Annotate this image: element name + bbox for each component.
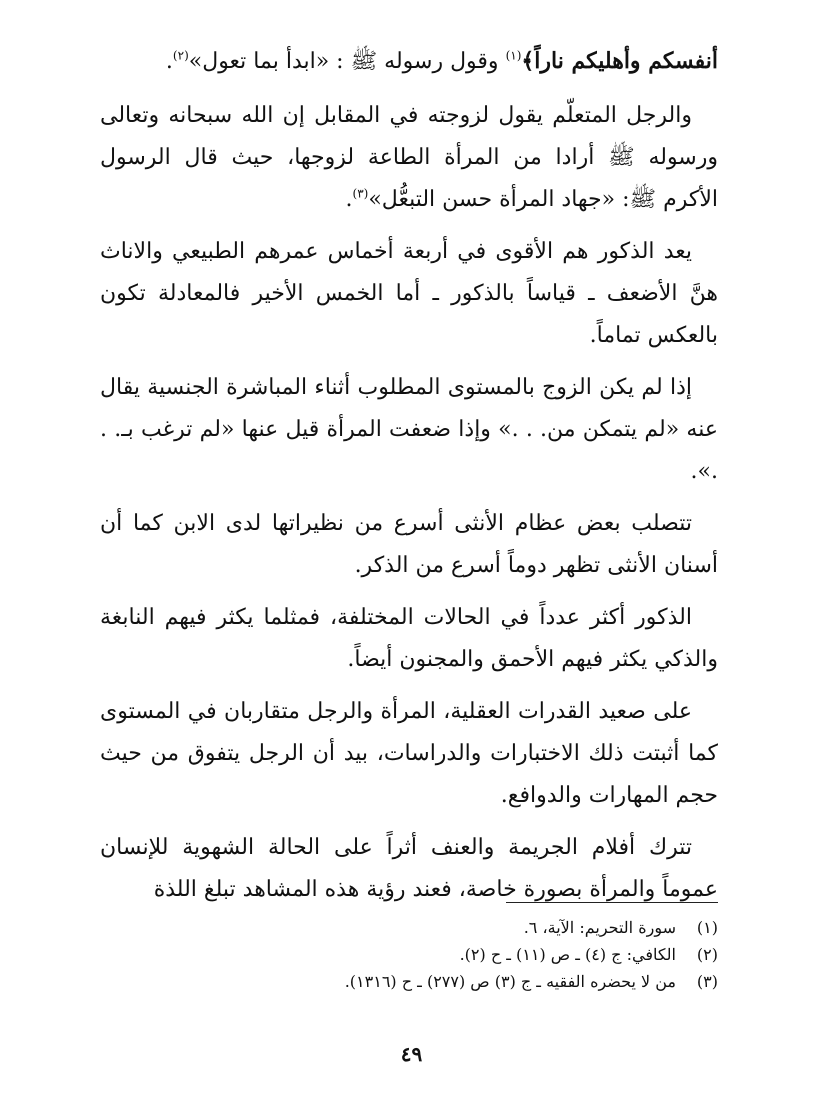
paragraph-2: يعد الذكور هم الأقوى في أربعة أخماس عمرهم الطبيعي والاناث هنَّ الأضعف ـ قياساً بالذكور ـ أما الخمس الأخير فالمعادلة تكون بالعكس تماماً. — [100, 239, 718, 348]
footnote-2: (٢)الكافي: ج (٤) ـ ص (١١) ـ ح (٢). — [459, 945, 718, 964]
footnote-ref-3: (٣) — [352, 186, 369, 201]
footnote-3: (٣)من لا يحضره الفقيه ـ ج (٣) ص (٢٧٧) ـ ح (١٣١٦). — [344, 972, 718, 991]
footnote-ref-2: (٢) — [172, 48, 189, 63]
paragraph-3: إذا لم يكن الزوج بالمستوى المطلوب أثناء المباشرة الجنسية يقال عنه «لم يتمكن من. . .» وإذا ضعفت المرأة قيل عنها «لم ترغب بـ. . .». — [100, 375, 718, 484]
paragraph-text: والرجل المتعلّم يقول لزوجته في المقابل إن الله سبحانه وتعالى ورسوله ﷺ أرادا من المرأة الطاعة لزوجها، حيث قال الرسول الأكرم ﷺ: «جهاد المرأة حسن التبعُّل» — [100, 103, 718, 212]
quran-quote: أنفسكم وأهليكم ناراً﴾ — [521, 48, 718, 74]
paragraph-7: تترك أفلام الجريمة والعنف أثراً على الحالة الشهوية للإنسان عموماً والمرأة بصورة خاصة، فعند رؤية هذه المشاهد تبلغ اللذة — [100, 835, 718, 902]
paragraph-5: الذكور أكثر عدداً في الحالات المختلفة، فمثلما يكثر فيهم النابغة والذكي يكثر فيهم الأحمق والمجنون أيضاً. — [100, 605, 718, 672]
page-number: ٤٩ — [400, 1042, 423, 1066]
paragraph-continuation: أنفسكم وأهليكم ناراً﴾$^{(١)}$ وقول رسوله ﷺ : «ابدأ بما تعول»$^{(٢)}$. — [165, 48, 718, 74]
paragraph-text: وقول رسوله ﷺ : «ابدأ بما تعول» — [188, 49, 506, 74]
footnotes — [100, 914, 718, 995]
footnote-divider — [506, 902, 718, 903]
footnote-ref-1: (١) — [505, 48, 522, 63]
footnote-1: (١)سورة التحريم: الآية، ٦. — [523, 918, 718, 937]
page-body — [100, 40, 718, 921]
paragraph-6: على صعيد القدرات العقلية، المرأة والرجل متقاربان في المستوى كما أثبتت ذلك الاختبارات والدراسات، بيد أن الرجل يتفوق من حيث حجم المهارات والدوافع. — [100, 699, 718, 808]
paragraph-4: تتصلب بعض عظام الأنثى أسرع من نظيراتها لدى الابن كما أن أسنان الأنثى تظهر دوماً أسرع من الذكر. — [100, 511, 718, 578]
paragraph-1: والرجل المتعلّم يقول لزوجته في المقابل إن الله سبحانه وتعالى ورسوله ﷺ أرادا من المرأة الطاعة لزوجها، حيث قال الرسول الأكرم ﷺ: «جهاد المرأة حسن التبعُّل»$^{(٣)}$. — [100, 103, 718, 212]
